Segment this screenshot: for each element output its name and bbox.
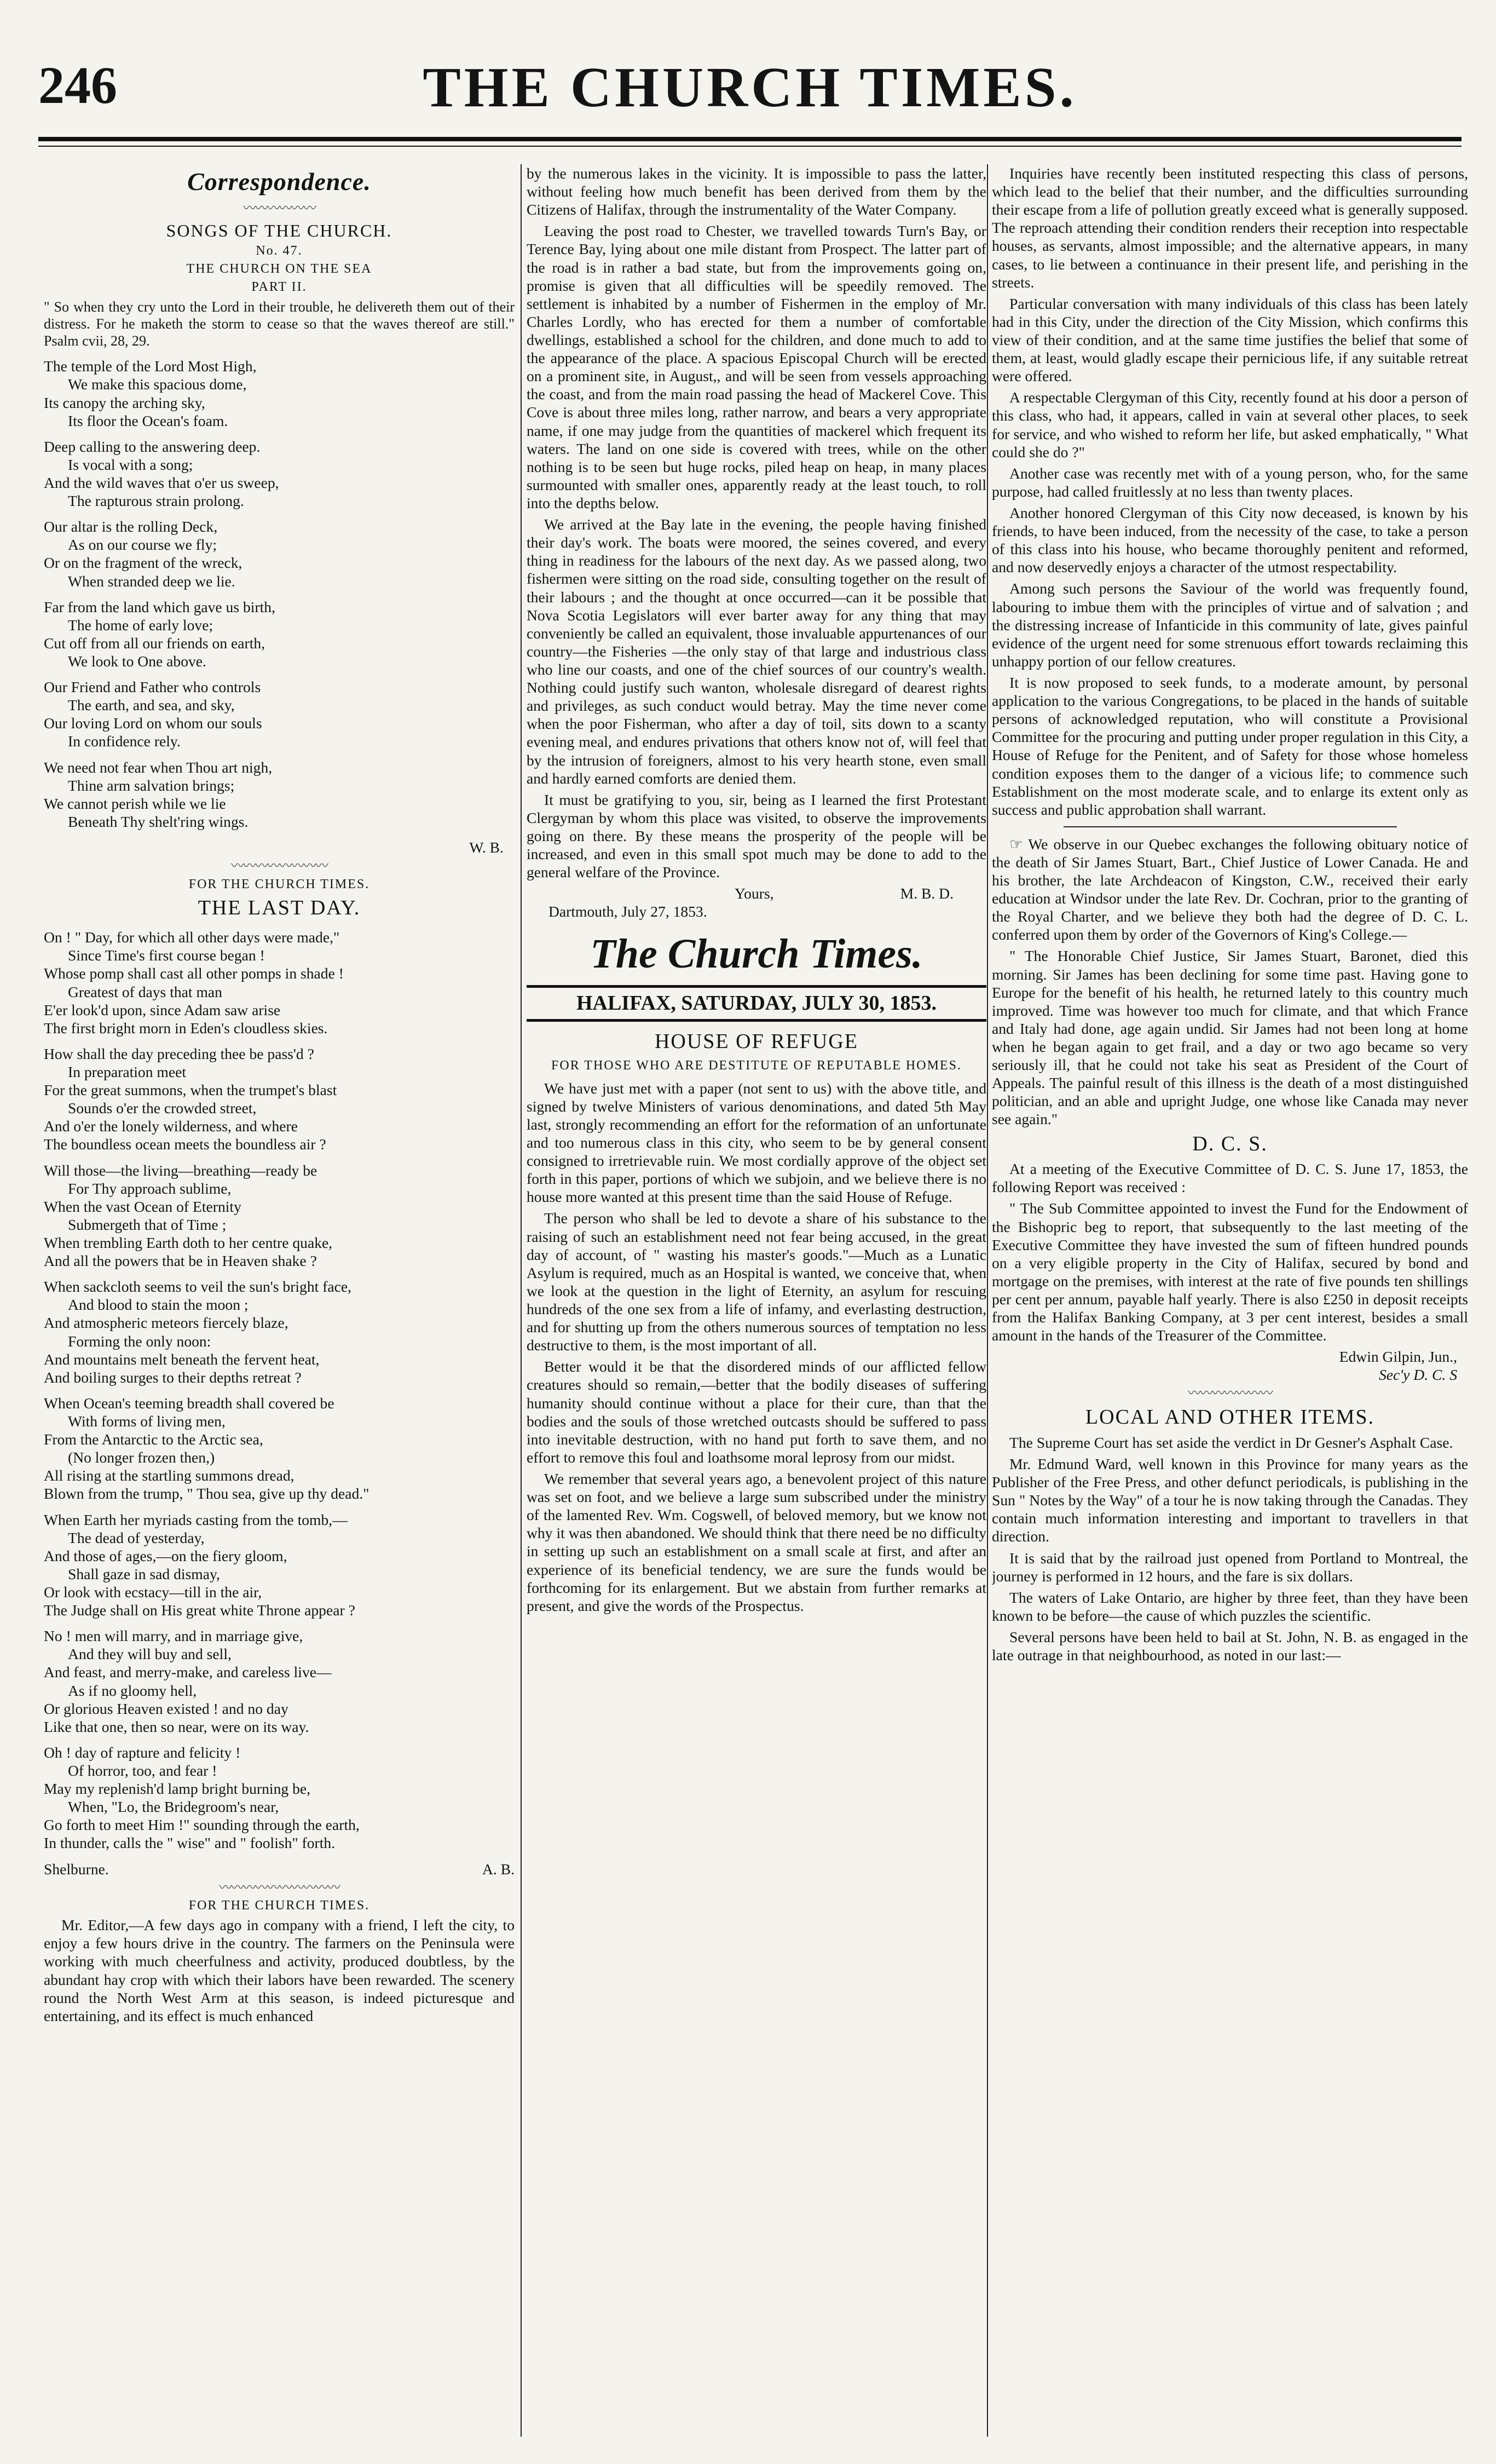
prospectus-paragraph: A respectable Clergyman of this City, recently found at his door a person of this class, who had, it appears, called in vain at several other places, to seek for service, and who wished to reform her life, but asked emphatically, " What could she do ?" — [992, 389, 1468, 460]
poem-place: Shelburne. — [44, 1860, 109, 1878]
poem-line: On ! " Day, for which all other days were made," — [44, 929, 340, 946]
poem-stanza — [44, 758, 515, 831]
poem-line: Submergeth that of Time ; — [68, 1216, 227, 1233]
poem-line: When sackcloth seems to veil the sun's bright face, — [44, 1278, 352, 1296]
for-church-times-label: FOR THE CHURCH TIMES. — [188, 877, 370, 891]
prospectus-paragraph: Particular conversation with many individuals of this class has been lately had in this City, under the direction of the City Mission, which confirms this view of their condition, and at the same time justifies the belief that some of them, at least, would gladly escape their pernicious life, if any suitable retreat were offered. — [992, 295, 1468, 385]
poem-line: When, "Lo, the Bridegroom's near, — [68, 1798, 279, 1816]
poem-line: Our altar is the rolling Deck, — [44, 518, 218, 536]
poem-stanza — [44, 1627, 515, 1736]
dcs-report: " The Sub Committee appointed to invest the Fund for the Endowment of the Bishopric beg to report, that subsequently to the last meeting of the Executive Committee they have invested the sum of fifteen hundred pounds on a very eligible property in the City of Halifax, secured by bond and mortgage on the premises, with interest at the rate of five pounds ten shillings per cent per annum, payable half yearly. There is also £250 in deposit receipts from the Halifax Banking Company, at 3 per cent interest, besides a small amount in the hands of the Treasurer of the Committee. — [992, 1200, 1468, 1344]
song-subtitle: THE CHURCH ON THE SEA — [186, 262, 372, 277]
letter-paragraph: We arrived at the Bay late in the evening, the people having finished their day's work. The boats were moored, the seines covered, and every thing in readiness for the labours of the next day. As we passed along, two fishermen were sitting on the road side, consulting together on the result of their labours ; and the thought at once occurred—can it be possible that Nova Scotia Legislators will ever barter away for any thing that may conveniently be called an equivalent, those invaluable appurtenances of our country—the Fisheries —the only stay of that large and industrious class who line our coasts, and one of the chief sources of our country's wealth. Nothing could justify such wanton, wholesale disregard of dearest rights and privileges, as such conduct would betray. May the time never come when the poor Fisherman, who after a day of toil, sits down to a scanty evening meal, and endures privations that others know not of, will feel that by the intrusion of foreigners, almost to his very hearth stone, even small and hardly earned comforts are denied them. — [527, 516, 986, 787]
poem-line: The temple of the Lord Most High, — [44, 358, 257, 375]
poem-line: Our loving Lord on whom our souls — [44, 715, 262, 732]
poem-line: Sounds o'er the crowded street, — [68, 1099, 257, 1117]
poem-signature: W. B. — [469, 838, 504, 856]
poem-line: The boundless ocean meets the boundless air ? — [44, 1136, 326, 1153]
column-2 — [527, 164, 986, 2437]
poem-line: And boiling surges to their depths retreat ? — [44, 1368, 302, 1386]
column-1 — [44, 164, 515, 2437]
poem-stanza — [44, 1394, 515, 1503]
poem-line: Our Friend and Father who controls — [44, 678, 261, 696]
dcs-heading: D. C. S. — [1192, 1132, 1268, 1155]
poem-line: The dead of yesterday, — [68, 1529, 205, 1546]
letter-paragraph: Leaving the post road to Chester, we travelled towards Turn's Bay, or Terence Bay, lying about one mile distant from Prospect. The latter part of the road is in rather a bad state, but from the improvements going on, promise is given that all difficulties will be speedily removed. The settlement is inhabited by a number of Fishermen in the employ of Mr. Charles Lordly, who has erected for them a number of comfortable dwellings, established a school for the children, and done much to add to the appearance of the place. A spacious Episcopal Church will be erected on a prominent site, in August,, and will be seen from vessels approaching the coast, and from the main road passing the head of Mackerel Cove. This Cove is about three miles long, rather narrow, and bears a very appropriate name, if one may judge from the quantities of mackerel which frequent its waters. The land on one side is covered with trees, while on the other nothing is to be seen but huge rocks, piled heap on heap, in many places surmounted with smaller ones, apparently ready at the least touch, to roll into the depths below. — [527, 222, 986, 511]
poem-line: Or on the fragment of the wreck, — [44, 554, 242, 572]
poem-stanza — [44, 517, 515, 590]
ornamental-rule: 〰〰〰〰〰〰〰〰 — [231, 859, 327, 874]
poem-line: The home of early love; — [68, 616, 213, 634]
poem-line: And o'er the lonely wilderness, and where — [44, 1118, 298, 1135]
poem-line: We look to One above. — [68, 652, 206, 670]
poem-line: In thunder, calls the " wise" and " foolish" forth. — [44, 1834, 336, 1852]
poem-line: And atmospheric meteors fiercely blaze, — [44, 1314, 288, 1332]
poem-line: And they will buy and sell, — [68, 1645, 232, 1663]
poem-line: From the Antarctic to the Arctic sea, — [44, 1431, 263, 1448]
masthead-rule-thin — [38, 146, 1462, 147]
prospectus-paragraph: It is now proposed to seek funds, to a moderate amount, by personal application to the various Congregations, to be placed in the hands of suitable persons of acknowledged reputation, who will constitute a Provisional Committee for the procuring and putting under proper regulation in this City, a House of Refuge for the Penitent, and of Safety for those whose homeless condition exposes them to the danger of a vicious life; to commence such Establishment on the most moderate scale, and to enlarge its extent only as success and public approbation shall warrant. — [992, 673, 1468, 818]
ornamental-rule: 〰〰〰〰〰〰〰 — [1188, 1386, 1272, 1401]
poem-stanza — [44, 1045, 515, 1154]
local-item: The waters of Lake Ontario, are higher by three feet, than they have been known to be before—the cause of which puzzles the scientific. — [992, 1588, 1468, 1624]
poem-line: Its canopy the arching sky, — [44, 394, 205, 411]
poem-line: No ! men will marry, and in marriage give, — [44, 1627, 303, 1645]
poem-line: For Thy approach sublime, — [68, 1179, 232, 1197]
poem-line: We make this spacious dome, — [68, 376, 247, 393]
poem-line: When trembling Earth doth to her centre quake, — [44, 1234, 333, 1251]
letter-paragraph: by the numerous lakes in the vicinity. It is impossible to pass the latter, without feeling how much benefit has been derived from them by the Citizens of Halifax, through the instrumentality of the Water Company. — [527, 165, 986, 218]
poem-line: Blown from the trump, " Thou sea, give up thy dead." — [44, 1485, 369, 1502]
article-paragraph: We have just met with a paper (not sent to us) with the above title, and signed by twelve Ministers of various denominations, and dated 5th May last, strongly recommending an effort for the reformation of an unfortunate and too numerous class in this city, who seem to be by general consent consigned to irretrievable ruin. We most cordially approve of the object set forth in this paper, portions of which we subjoin, and we believe there is no house more wanted at this present time than the said House of Refuge. — [527, 1079, 986, 1206]
poem-line: How shall the day preceding thee be pass'd ? — [44, 1045, 314, 1062]
article-title-house-of-refuge: HOUSE OF REFUGE — [654, 1030, 859, 1053]
song-title: SONGS OF THE CHURCH. — [166, 220, 392, 240]
poem-stanza — [44, 437, 515, 510]
poem-line: And those of ages,—on the fiery gloom, — [44, 1547, 287, 1564]
poem-line: (No longer frozen then,) — [68, 1449, 215, 1466]
masthead-rule — [38, 137, 1462, 141]
obituary-note: ☞ We observe in our Quebec exchanges the following obituary notice of the death of Sir James Stuart, Bart., Chief Justice of Lower Canada. He and his brother, the late Archdeacon of Kingston, C.W., received their early education at Windsor under the late Rev. Dr. Cochran, prior to the granting of the Royal Charter, and we believe they both had the degree of D. C. L. conferred upon them by order of the Governors of King's College.— — [992, 835, 1468, 943]
prospectus-paragraph: Among such persons the Saviour of the world was frequently found, labouring to imbue them with the principles of virtue and of salvation ; and the distressing increase of Infanticide in this community of late, gives painful evidence of the urgent need for some strenuous effort towards reclaiming this unhappy portion of our fellow creatures. — [992, 580, 1468, 670]
column-3 — [992, 164, 1468, 2437]
paper-title: THE CHURCH TIMES. — [423, 56, 1077, 119]
letter-paragraph: It must be gratifying to you, sir, being as I learned the first Protestant Clergyman by whom this place was visited, to observe the improvements going on there. By these means the prosperity of the people will be increased, and even in this small spot much may be done to add to the general welfare of the Province. — [527, 791, 986, 881]
poem-line: Or look with ecstacy—till in the air, — [44, 1583, 262, 1601]
poem-line: When the vast Ocean of Eternity — [44, 1198, 241, 1215]
poem-line: When Ocean's teeming breadth shall covered be — [44, 1394, 334, 1412]
local-item: It is said that by the railroad just opened from Portland to Montreal, the journey is performed in 12 hours, and the fare is six dollars. — [992, 1549, 1468, 1585]
section-heading: Correspondence. — [187, 168, 371, 195]
poem-line: Will those—the living—breathing—ready be — [44, 1161, 317, 1179]
poem-line: Whose pomp shall cast all other pomps in shade ! — [44, 965, 344, 982]
poem-line: Shall gaze in sad dismay, — [68, 1565, 220, 1582]
poem-stanza — [44, 598, 515, 670]
poem-line: With forms of living men, — [68, 1412, 226, 1430]
prospectus-paragraph: Another case was recently met with of a young person, who, for the same purpose, had called fruitlessly at no less than twenty places. — [992, 464, 1468, 500]
poem-line: As on our course we fly; — [68, 536, 217, 554]
local-item: Several persons have been held to bail at St. John, N. B. as engaged in the late outrage in that neighbourhood, as noted in our last:— — [992, 1628, 1468, 1664]
for-church-times-label: FOR THE CHURCH TIMES. — [188, 1898, 370, 1913]
ornamental-rule: 〰〰〰〰〰〰 — [243, 202, 315, 216]
poem-line: And feast, and merry-make, and careless live— — [44, 1663, 332, 1681]
poem-the-last-day — [44, 928, 515, 1852]
page-number: 246 — [38, 56, 117, 114]
poem-line: When Earth her myriads casting from the tomb,— — [44, 1511, 348, 1528]
poem-line: Thine arm salvation brings; — [68, 776, 235, 794]
letter-sign-off — [527, 884, 986, 902]
poem-line: We need not fear when Thou art nigh, — [44, 758, 273, 776]
poem-line: Greatest of days that man — [68, 983, 222, 1000]
dcs-paragraph: At a meeting of the Executive Committee of D. C. S. June 17, 1853, the following Report was received : — [992, 1160, 1468, 1196]
editorial-nameplate: The Church Times. — [590, 931, 923, 977]
poem-line: Beneath Thy shelt'ring wings. — [68, 813, 249, 830]
article-paragraph: Better would it be that the disordered minds of our afflicted fellow creatures should so remain,—better that the bodily diseases of suffering humanity should continue without a place for their cure, than that the bodies and the souls of those wretched outcasts should be suffered to pass into inevitable destruction, with no hand put forth to save them, and no effort to remove this foul and loathsome moral leprosy from our midst. — [527, 1358, 986, 1466]
song-number: No. 47. — [256, 244, 303, 258]
poem-line: Cut off from all our friends on earth, — [44, 634, 265, 652]
poem-line: Or glorious Heaven existed ! and no day — [44, 1700, 288, 1717]
poem-line: Go forth to meet Him !" sounding through the earth, — [44, 1816, 360, 1834]
poem-line: The rapturous strain prolong. — [68, 492, 244, 510]
letter-opening: Mr. Editor,—A few days ago in company with a friend, I left the city, to enjoy a few hours drive in the country. The farmers on the Peninsula were working with much cheerfulness and activity, produced doubtless, by the abundant hay crop with which their labors have been rewarded. The scenery round the North West Arm at this season, is indeed picturesque and entertaining, and its effect is much enhanced — [44, 1916, 515, 2024]
poem-title-last-day: THE LAST DAY. — [198, 896, 361, 919]
poem-line: For the great summons, when the trumpet's blast — [44, 1081, 337, 1099]
dcs-signature-title: Sec'y D. C. S — [1378, 1366, 1457, 1384]
poem-line: And blood to stain the moon ; — [68, 1296, 249, 1314]
poem-songs-of-the-church — [44, 357, 515, 831]
poem-line: E'er look'd upon, since Adam saw arise — [44, 1001, 281, 1018]
poem-stanza — [44, 1277, 515, 1386]
article-paragraph: We remember that several years ago, a benevolent project of this nature was set on foot, and we believe a large sum subscribed under the ministry of the lamented Rev. Wm. Cogswell, of beloved memory, but we know not why it was then abandoned. We should think that there need be no difficulty in setting up such an establishment on a small scale at first, and after an experience of its beneficial tendency, we are sure the funds would be forthcoming for its enlargement. But we abstain from further remarks at present, and give the words of the Prospectus. — [527, 1470, 986, 1614]
poem-line: The first bright morn in Eden's cloudless skies. — [44, 1019, 328, 1037]
poem-line: When stranded deep we lie. — [68, 572, 235, 590]
poem-line: Forming the only noon: — [68, 1332, 211, 1350]
poem-stanza — [44, 1161, 515, 1270]
local-item: Mr. Edmund Ward, well known in this Province for many years as the Publisher of the Free Press, and other defunct periodicals, is publishing in the Sun " Notes by the Way" of a tour he is now taking through the Canadas. They contain much information interesting and important to travellers in that direction. — [992, 1455, 1468, 1545]
poem-line: And mountains melt beneath the fervent heat, — [44, 1350, 320, 1368]
prospectus-paragraph: Inquiries have recently been instituted respecting this class of persons, which lead to the belief that their number, and the difficulties surrounding their escape from a life of pollution greatly exceed what is generally supposed. The reproach attending their condition renders their reception into respectable houses, as servants, almost impossible; and the alternative appears, in many cases, to lie between a continuance in their present life, and perishing in the streets. — [992, 165, 1468, 291]
poem-line: In confidence rely. — [68, 733, 181, 750]
ornamental-rule: 〰〰〰〰〰〰〰〰〰〰 — [219, 1880, 339, 1895]
poem-line: Far from the land which gave us birth, — [44, 598, 276, 615]
poem-line: Oh ! day of rapture and felicity ! — [44, 1743, 241, 1761]
poem-line: Since Time's first course began ! — [68, 947, 265, 964]
dcs-signature: Edwin Gilpin, Jun., — [1339, 1348, 1457, 1366]
obituary-quote: " The Honorable Chief Justice, Sir James Stuart, Baronet, died this morning. Sir James has been declining for some time past. Having gone to Europe for the benefit of his health, he returned lately to this country much improved. Time was however too much for climate, and that which France and Italy had done, age again undid. Sir James had not been long at home when he began again to get frail, and a day or two ago became so very seriously ill, that he could not take his seat as President of the Court of Appeals. The painful result of this illness is the death of a most distinguished politician, and an able and upright Judge, one whose like Canada may never see again." — [992, 947, 1468, 1128]
local-item: The Supreme Court has set aside the verdict in Dr Gesner's Asphalt Case. — [1009, 1434, 1453, 1451]
poem-stanza — [44, 678, 515, 750]
prospectus-paragraph: Another honored Clergyman of this City now deceased, is known by his friends, to have been induced, from the necessity of the case, to take a person of this class into his house, who became thoroughly penitent and reformed, and now deservedly enjoys a character of the utmost respectability. — [992, 504, 1468, 576]
poem-signature: A. B. — [482, 1860, 515, 1878]
poem-line: Like that one, then so near, were on its way. — [44, 1718, 309, 1735]
section-rule — [1064, 826, 1397, 827]
local-items-heading: LOCAL AND OTHER ITEMS. — [1085, 1406, 1375, 1429]
poem-line: All rising at the startling summons dread, — [44, 1467, 294, 1484]
epigraph: " So when they cry unto the Lord in their trouble, he delivereth them out of their distress. For he maketh the storm to cease so that the waves thereof are still." Psalm cvii, 28, 29. — [44, 298, 515, 349]
letter-place-date: Dartmouth, July 27, 1853. — [548, 903, 707, 920]
letter-close: Yours, — [735, 885, 774, 902]
poem-stanza — [44, 928, 515, 1037]
poem-line: Is vocal with a song; — [68, 456, 193, 473]
poem-line: Deep calling to the answering deep. — [44, 437, 261, 455]
poem-line: The earth, and sea, and sky, — [68, 696, 235, 714]
poem-line: As if no gloomy hell, — [68, 1682, 197, 1699]
poem-line: Its floor the Ocean's foam. — [68, 412, 228, 429]
song-part: PART II. — [251, 279, 307, 294]
poem-line: In preparation meet — [68, 1063, 187, 1081]
poem-line: The Judge shall on His great white Throne appear ? — [44, 1602, 355, 1619]
article-subtitle: FOR THOSE WHO ARE DESTITUTE OF REPUTABLE HOMES. — [551, 1058, 962, 1073]
poem-line: Of horror, too, and fear ! — [68, 1761, 217, 1779]
poem-stanza — [44, 1743, 515, 1852]
issue-dateline: HALIFAX, SATURDAY, JULY 30, 1853. — [527, 985, 986, 1022]
masthead — [38, 55, 1462, 137]
poem-line: May my replenish'd lamp bright burning be, — [44, 1780, 311, 1798]
poem-line: And the wild waves that o'er us sweep, — [44, 474, 279, 491]
column-divider — [987, 164, 988, 2437]
poem-line: And all the powers that be in Heaven shake ? — [44, 1252, 317, 1270]
poem-line: We cannot perish while we lie — [44, 795, 226, 812]
column-divider — [521, 164, 522, 2437]
letter-signature: M. B. D. — [900, 885, 954, 902]
article-paragraph: The person who shall be led to devote a share of his substance to the raising of such an establishment need not fear being accused, in the great day of account, of " wasting his master's goods."—Much as a Lunatic Asylum is required, much as an Hospital is wanted, we conceive that, when we look at the question in the light of Eternity, an asylum for rescuing hundreds of the one sex from a life of infamy, and everlasting destruction, and for shutting up from the others numerous sources of temptation no less destructive to them, is the most important of all. — [527, 1210, 986, 1354]
poem-stanza — [44, 1511, 515, 1620]
poem-stanza — [44, 357, 515, 429]
poem-sign-off — [44, 1860, 515, 1878]
